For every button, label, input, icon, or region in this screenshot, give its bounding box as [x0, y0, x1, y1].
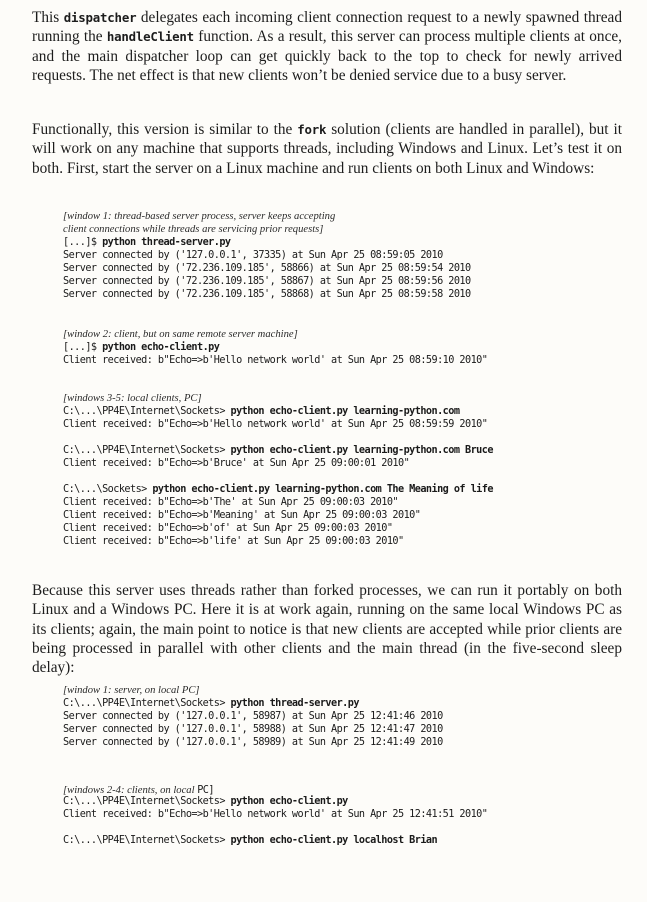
code-output-line: Client received: b"Echo=>b'Hello network world' at Sun Apr 25 08:59:59 2010": [63, 419, 488, 430]
paragraph-because-threads: Because this server uses threads rather than forked processes, we can run it portably on both Linux and a Windows PC. Here it is at work again, running on the same local Windows PC as its clients; again, the main point to notice is that new clients are accepted while prior clients are being processed in parallel with other clients and the main thread (in the five-second sleep delay):: [32, 582, 622, 677]
inline-code: handleClient: [106, 29, 194, 45]
shell-command: python echo-client.py learning-python.com Bruce: [230, 445, 493, 456]
code-command-line: [63, 236, 633, 249]
blank-line: [63, 821, 633, 834]
code-comment-tail: PC]: [197, 785, 214, 796]
shell-command: python thread-server.py: [230, 698, 359, 709]
shell-prompt: C:\...\Sockets>: [63, 484, 153, 495]
code-block-remote-client: [63, 328, 633, 367]
shell-command: python echo-client.py learning-python.com The Meaning of life: [152, 484, 493, 495]
code-block-linux-server: [63, 210, 633, 301]
blank-line: [63, 470, 633, 483]
shell-prompt: C:\...\PP4E\Internet\Sockets>: [63, 698, 231, 709]
code-command-line: [63, 405, 633, 418]
shell-prompt: [...]$: [63, 237, 103, 248]
code-comment-line: [63, 782, 633, 795]
text-run: Functionally, this version is similar to the: [32, 121, 298, 138]
code-comment: [windows 3-5: local clients, PC]: [63, 393, 202, 404]
code-output-line: Server connected by ('127.0.0.1', 58989) at Sun Apr 25 12:41:49 2010: [63, 737, 443, 748]
code-output-line: Client received: b"Echo=>b'of' at Sun Apr 25 09:00:03 2010": [63, 523, 393, 534]
code-output-line: Server connected by ('72.236.109.185', 58868) at Sun Apr 25 08:59:58 2010: [63, 289, 471, 300]
text-run: solution (clients are handled in parallel), but it will work on any machine that supports threads, including Windows and Linux. Let’s test it on both. First, start the server on a Linux machine and run clients on both Linux and Windows:: [32, 121, 622, 177]
shell-command: python echo-client.py learning-python.com: [230, 406, 460, 417]
code-comment: [window 2: client, but on same remote server machine]: [63, 329, 298, 340]
code-block-local-clients: [63, 392, 633, 548]
code-comment: client connections while threads are servicing prior requests]: [63, 224, 324, 235]
code-output-line: Client received: b"Echo=>b'life' at Sun Apr 25 09:00:03 2010": [63, 536, 404, 547]
shell-command: python echo-client.py localhost Brian: [230, 835, 438, 846]
paragraph-functionally: [32, 120, 622, 178]
code-output-line: Client received: b"Echo=>b'Bruce' at Sun Apr 25 09:00:01 2010": [63, 458, 410, 469]
paragraph-dispatcher: [32, 8, 622, 85]
code-command-line: [63, 697, 633, 710]
inline-code: fork: [297, 122, 327, 137]
code-command-line: [63, 795, 633, 808]
code-command-line: [63, 483, 633, 496]
code-output-line: Client received: b"Echo=>b'Meaning' at Sun Apr 25 09:00:03 2010": [63, 510, 421, 521]
blank-line: [63, 431, 633, 444]
code-output-line: Client received: b"Echo=>b'Hello network world' at Sun Apr 25 08:59:10 2010": [63, 355, 488, 366]
inline-code: dispatcher: [63, 10, 137, 25]
code-output-line: Server connected by ('127.0.0.1', 58987) at Sun Apr 25 12:41:46 2010: [63, 711, 443, 722]
code-command-line: [63, 341, 633, 354]
shell-prompt: C:\...\PP4E\Internet\Sockets>: [63, 406, 231, 417]
code-comment: [window 1: server, on local PC]: [63, 685, 200, 696]
text-run: delegates each incoming client connection request to a newly spawned thread running the: [32, 9, 622, 46]
code-block-windows-server: [63, 684, 633, 749]
code-output-line: Server connected by ('72.236.109.185', 58867) at Sun Apr 25 08:59:56 2010: [63, 276, 471, 287]
code-output-line: Server connected by ('127.0.0.1', 37335) at Sun Apr 25 08:59:05 2010: [63, 250, 443, 261]
code-output-line: Client received: b"Echo=>b'Hello network world' at Sun Apr 25 12:41:51 2010": [63, 809, 488, 820]
code-output-line: Server connected by ('72.236.109.185', 58866) at Sun Apr 25 08:59:54 2010: [63, 263, 471, 274]
code-block-windows-clients: [63, 782, 633, 847]
code-comment: [window 1: thread-based server process, server keeps accepting: [63, 211, 336, 222]
text-run: This: [32, 9, 64, 26]
shell-prompt: C:\...\PP4E\Internet\Sockets>: [63, 796, 231, 807]
shell-prompt: C:\...\PP4E\Internet\Sockets>: [63, 835, 231, 846]
code-output-line: Server connected by ('127.0.0.1', 58988) at Sun Apr 25 12:41:47 2010: [63, 724, 443, 735]
text-run: function. As a result, this server can process multiple clients at once, and the main dispatcher loop can get quickly back to the top to check for newly arrived requests. The net effect is that new clients won’t be denied service due to a busy server.: [32, 28, 622, 84]
shell-prompt: [...]$: [63, 342, 103, 353]
shell-command: python thread-server.py: [102, 237, 231, 248]
code-comment: [windows 2-4: clients, on local: [63, 785, 198, 796]
shell-prompt: C:\...\PP4E\Internet\Sockets>: [63, 445, 231, 456]
shell-command: python echo-client.py: [230, 796, 348, 807]
code-command-line: [63, 444, 633, 457]
code-output-line: Client received: b"Echo=>b'The' at Sun Apr 25 09:00:03 2010": [63, 497, 399, 508]
shell-command: python echo-client.py: [102, 342, 220, 353]
code-command-line: [63, 834, 633, 847]
